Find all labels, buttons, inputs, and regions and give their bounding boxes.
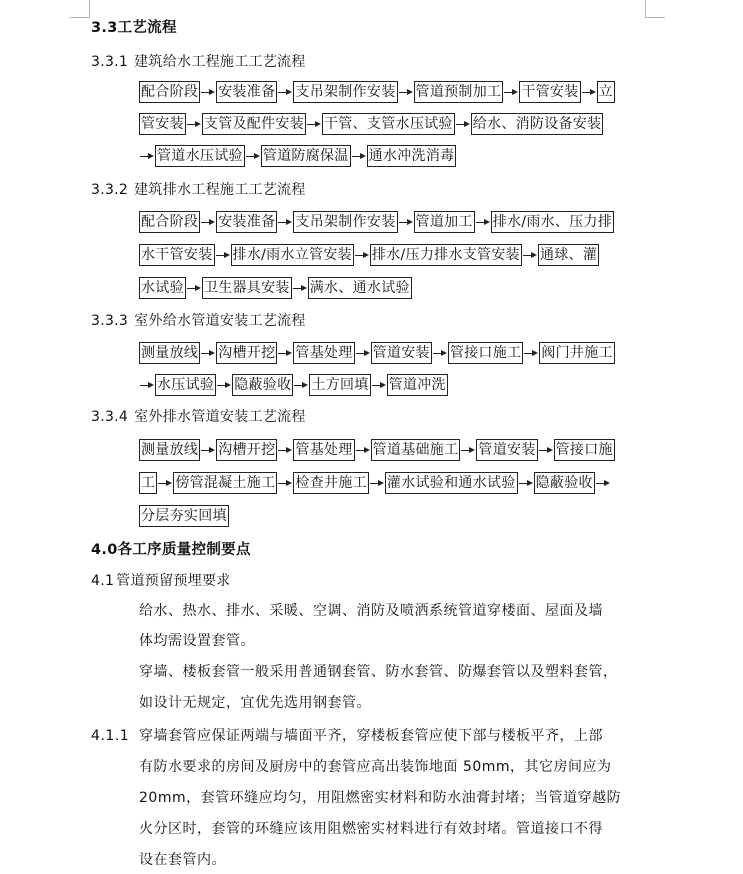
arrow-right-icon: [306, 114, 322, 134]
arrow-right-icon: [398, 212, 414, 232]
arrow-right-icon: [523, 343, 539, 363]
arrow-right-icon: [277, 440, 293, 460]
flow-step: 排水/雨水立管安装: [231, 244, 354, 266]
arrow-right-icon: [460, 440, 476, 460]
flow-step: 管道基础施工: [371, 439, 461, 461]
flow-step: 管接口施: [554, 439, 615, 461]
flow-step: 隐蔽验收: [232, 374, 293, 396]
arrow-right-icon: [538, 440, 554, 460]
paragraph-line: 给水、热水、排水、采暖、空调、消防及喷洒系统管道穿楼面、屋面及墙: [139, 603, 603, 619]
arrow-right-icon: [292, 278, 308, 298]
flow-step: 水压试验: [155, 374, 216, 396]
flow-3-3-4-row-1: [139, 439, 615, 461]
flow-step: 配合阶段: [139, 211, 200, 233]
flow-step: 测量放线: [139, 342, 200, 364]
flow-step: 管道安装: [371, 342, 432, 364]
arrow-right-icon: [139, 375, 155, 395]
flow-step: 管道水压试验: [155, 145, 245, 167]
arrow-right-icon: [455, 114, 471, 134]
arrow-right-icon: [518, 473, 534, 493]
arrow-right-icon: [139, 146, 155, 166]
arrow-right-icon: [186, 278, 202, 298]
subsection-heading-3-3-1: [91, 52, 306, 72]
subsection-title: 管道预留预埋要求: [116, 573, 231, 589]
flow-step: 阀门井施工: [539, 342, 615, 364]
flow-3-3-4-row-3: [139, 505, 229, 527]
flow-step: 管道安装: [476, 439, 537, 461]
flow-step: 支吊架制作安装: [293, 81, 397, 103]
flow-3-3-3-row-2: [139, 374, 448, 396]
flow-step: 排水/雨水、压力排: [491, 211, 614, 233]
arrow-right-icon: [371, 375, 387, 395]
flow-3-3-2-row-3: [139, 277, 412, 299]
flow-3-3-1-row-1: [139, 81, 615, 103]
subsection-title: 建筑排水工程施工工艺流程: [134, 182, 306, 198]
flow-step: 配合阶段: [139, 81, 200, 103]
clause-number-4-1-1: 4.1.1: [91, 728, 130, 744]
flow-step: 满水、通水试验: [308, 277, 412, 299]
arrow-right-icon: [200, 440, 216, 460]
flow-step: 水干管安装: [139, 244, 215, 266]
flow-step: 卫生器具安装: [202, 277, 292, 299]
arrow-right-icon: [277, 473, 293, 493]
arrow-right-icon: [200, 343, 216, 363]
arrow-right-icon: [351, 146, 367, 166]
arrow-right-icon: [277, 343, 293, 363]
arrow-right-icon: [581, 82, 597, 102]
subsection-number: 3.3.1: [91, 54, 129, 70]
flow-step: 干管安装: [519, 81, 580, 103]
flow-step: 管安装: [139, 113, 186, 135]
flow-step: 傍管混凝土施工: [173, 472, 277, 494]
subsection-number: 3.3.3: [91, 313, 129, 329]
flow-3-3-3-row-1: [139, 342, 615, 364]
section-heading-4-0: 4.0各工序质量控制要点: [91, 542, 251, 558]
paragraph-line: 设在套管内。: [139, 852, 226, 868]
subsection-number: 4.1: [91, 573, 115, 589]
paragraph-line: 穿墙、楼板套管一般采用普通钢套管、防水套管、防爆套管以及塑料套管，: [139, 664, 618, 680]
arrow-right-icon: [215, 245, 231, 265]
arrow-right-icon: [522, 245, 538, 265]
paragraph-line: 穿墙套管应保证两端与墙面平齐，穿楼板套管应使下部与楼板平齐，上部: [139, 728, 603, 744]
flow-step: 管道防腐保温: [261, 145, 351, 167]
paragraph-line: 体均需设置套管。: [139, 633, 255, 649]
subsection-heading-3-3-3: [91, 311, 306, 331]
flow-step: 土方回填: [309, 374, 370, 396]
flow-step: 支管及配件安装: [202, 113, 306, 135]
subsection-title: 室外排水管道安装工艺流程: [134, 409, 306, 425]
flow-step: 给水、消防设备安装: [471, 113, 604, 135]
flow-step: 沟槽开挖: [216, 342, 277, 364]
page-corner-mark-right: [645, 0, 665, 18]
flow-step: 管接口施工: [448, 342, 524, 364]
flow-step: 管基处理: [293, 342, 354, 364]
flow-3-3-1-row-2: [139, 113, 603, 135]
flow-step: 工: [139, 472, 157, 494]
arrow-right-icon: [503, 82, 519, 102]
section-heading-3-3: 3.3工艺流程: [91, 20, 177, 36]
flow-3-3-4-row-2: [139, 472, 611, 494]
flow-step: 隐蔽验收: [534, 472, 595, 494]
arrow-right-icon: [355, 440, 371, 460]
arrow-right-icon: [245, 146, 261, 166]
flow-3-3-2-row-2: [139, 244, 599, 266]
flow-step: 分层夯实回填: [139, 505, 229, 527]
flow-step: 安装准备: [216, 211, 277, 233]
arrow-right-icon: [595, 473, 611, 493]
arrow-right-icon: [398, 82, 414, 102]
flow-step: 管道冲洗: [387, 374, 448, 396]
paragraph-line: 有防水要求的房间及厨房中的套管应高出装饰地面 50mm，其它房间应为: [139, 759, 612, 775]
arrow-right-icon: [200, 212, 216, 232]
subsection-title: 建筑给水工程施工工艺流程: [134, 54, 306, 70]
flow-step: 管道预制加工: [414, 81, 504, 103]
flow-3-3-1-row-3: [139, 145, 456, 167]
flow-step: 排水/压力排水支管安装: [370, 244, 522, 266]
flow-step: 检查井施工: [293, 472, 369, 494]
subsection-heading-4-1: [91, 571, 231, 591]
arrow-right-icon: [475, 212, 491, 232]
flow-step: 通水冲洗消毒: [367, 145, 457, 167]
paragraph-line: 20mm，套管环缝应均匀，用阻燃密实材料和防水油膏封堵；当管道穿越防: [139, 790, 622, 806]
arrow-right-icon: [277, 212, 293, 232]
flow-step: 灌水试验和通水试验: [385, 472, 518, 494]
subsection-number: 3.3.4: [91, 409, 129, 425]
subsection-heading-3-3-2: [91, 180, 306, 200]
paragraph-line: 火分区时，套管的环缝应该用阻燃密实材料进行有效封堵。管道接口不得: [139, 821, 603, 837]
subsection-heading-3-3-4: [91, 407, 306, 427]
flow-step: 水试验: [139, 277, 186, 299]
subsection-title: 室外给水管道安装工艺流程: [134, 313, 306, 329]
arrow-right-icon: [216, 375, 232, 395]
arrow-right-icon: [369, 473, 385, 493]
flow-step: 沟槽开挖: [216, 439, 277, 461]
paragraph-line: 如设计无规定，宜优先选用钢套管。: [139, 695, 371, 711]
flow-step: 立: [597, 81, 615, 103]
arrow-right-icon: [355, 343, 371, 363]
page-corner-mark-left: [70, 0, 90, 18]
flow-step: 管基处理: [293, 439, 354, 461]
flow-step: 支吊架制作安装: [293, 211, 397, 233]
arrow-right-icon: [354, 245, 370, 265]
flow-step: 干管、支管水压试验: [322, 113, 455, 135]
arrow-right-icon: [186, 114, 202, 134]
arrow-right-icon: [293, 375, 309, 395]
flow-3-3-2-row-1: [139, 211, 614, 233]
arrow-right-icon: [432, 343, 448, 363]
flow-step: 通球、灌: [538, 244, 599, 266]
flow-step: 安装准备: [216, 81, 277, 103]
arrow-right-icon: [200, 82, 216, 102]
flow-step: 测量放线: [139, 439, 200, 461]
subsection-number: 3.3.2: [91, 182, 129, 198]
arrow-right-icon: [157, 473, 173, 493]
flow-step: 管道加工: [414, 211, 475, 233]
arrow-right-icon: [277, 82, 293, 102]
